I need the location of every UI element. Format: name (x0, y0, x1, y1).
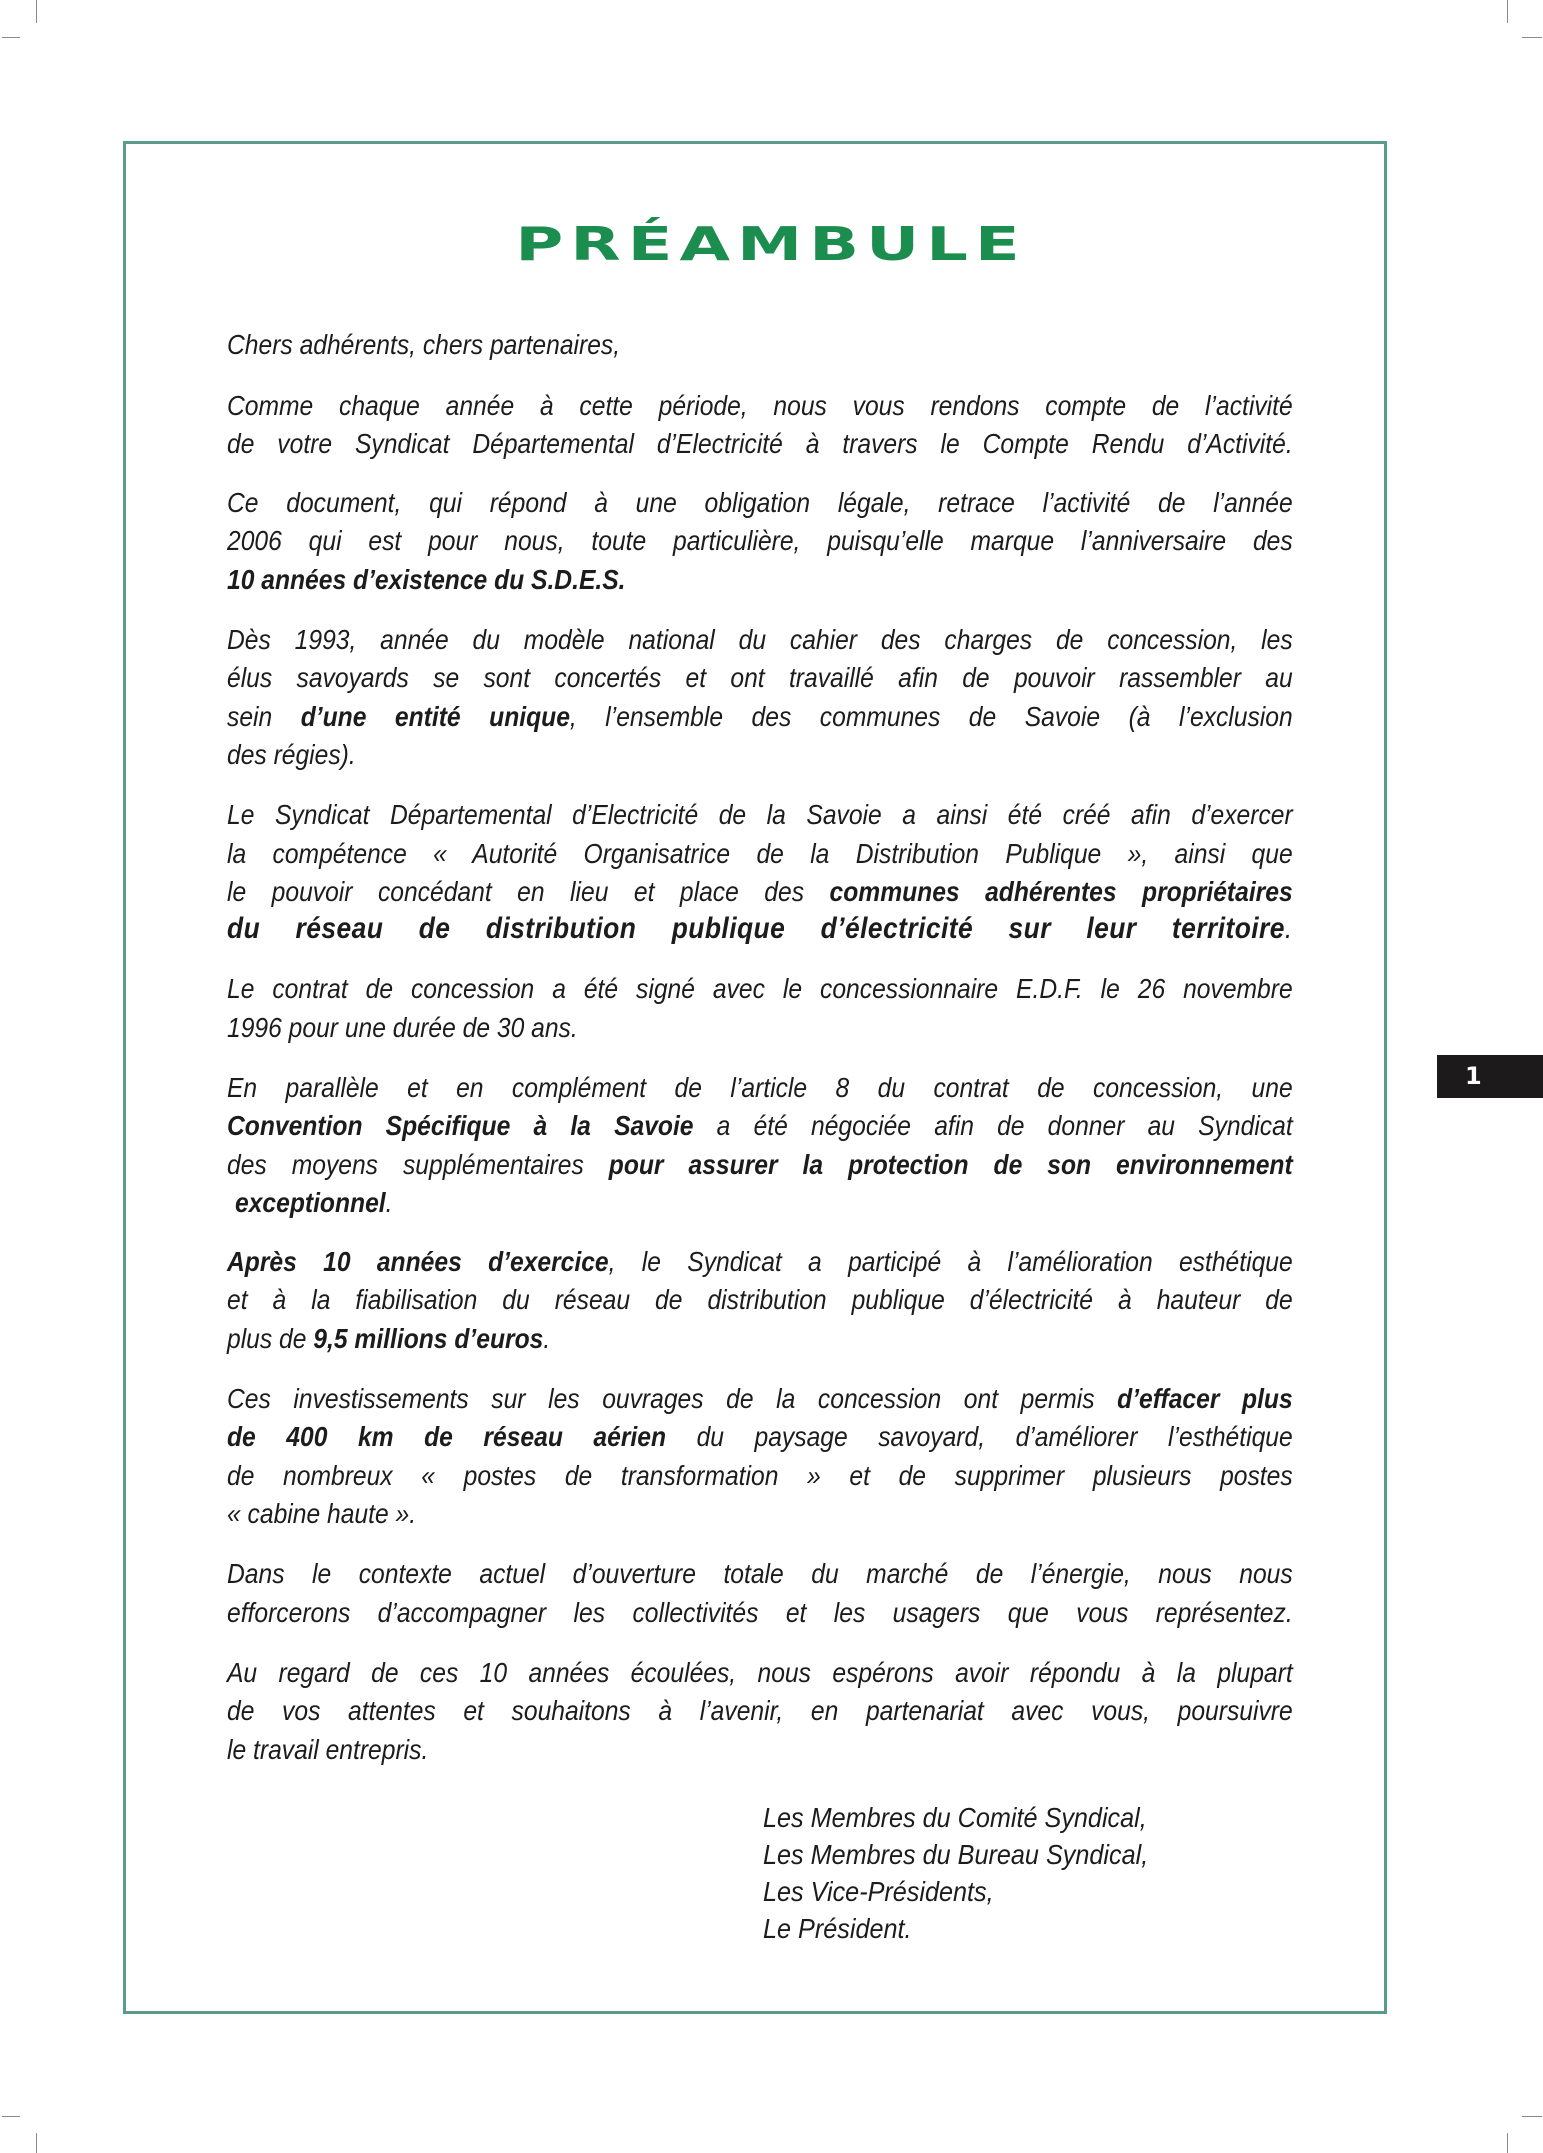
paragraph-10-line: le travail entrepris. (227, 1734, 429, 1765)
paragraph-5-line: 1996 pour une durée de 30 ans. (227, 1012, 578, 1043)
paragraph-7-line (227, 1244, 1293, 1280)
text-run: sein (227, 701, 301, 732)
emphasis-run: exceptionnel (235, 1187, 386, 1218)
emphasis-run: du réseau de distribution publique d’électricité sur leur territoire (227, 912, 1285, 945)
text-run: plus de (227, 1323, 314, 1354)
text-run: du paysage savoyard, d’améliorer l’esthétique (666, 1421, 1293, 1452)
signature-line: Les Vice-Présidents, (763, 1876, 994, 1907)
crop-mark (2, 37, 20, 38)
paragraph-9-line: efforcerons d’accompagner les collectivités et les usagers que vous représentez. (227, 1597, 1293, 1628)
paragraph-3-line: élus savoyards se sont concertés et ont travaillé afin de pouvoir rassembler au (227, 662, 1293, 693)
paragraph-3-line (227, 699, 1293, 735)
emphasis-run: d’une entité unique (300, 701, 570, 732)
paragraph-1-line: Comme chaque année à cette période, nous vous rendons compte de l’activité (227, 390, 1293, 421)
emphasis-run: 9,5 millions d’euros (313, 1323, 544, 1354)
emphasis-run: de 400 km de réseau aérien (227, 1421, 667, 1452)
paragraph-4-line (227, 874, 1293, 910)
crop-mark (1522, 37, 1542, 38)
text-run: , le Syndicat a participé à l’amélioration esthétique (608, 1246, 1293, 1277)
paragraph-6-line (235, 1185, 1301, 1221)
greeting: Chers adhérents, chers partenaires, (227, 329, 621, 360)
paragraph-1-line: de votre Syndicat Départemental d’Electricité à travers le Compte Rendu d’Activité. (227, 428, 1293, 459)
text-run: . (543, 1323, 551, 1354)
emphasis-run: Convention Spécifique à la Savoie (227, 1110, 694, 1141)
text-run: a été négociée afin de donner au Syndicat (693, 1110, 1293, 1141)
paragraph-8-line (227, 1381, 1293, 1417)
paragraph-6-line (227, 1147, 1293, 1183)
crop-mark (36, 2133, 37, 2153)
page-number: 1 (1465, 1062, 1482, 1090)
emphasis-run: communes adhérentes propriétaires (829, 876, 1293, 907)
crop-mark (1522, 2116, 1542, 2117)
crop-mark (1507, 2133, 1508, 2153)
paragraph-10-line: de vos attentes et souhaitons à l’avenir, en partenariat avec vous, poursuivre (227, 1695, 1293, 1726)
crop-mark (1507, 0, 1508, 23)
text-run: des moyens supplémentaires (227, 1149, 609, 1180)
paragraph-9-line: Dans le contexte actuel d’ouverture totale du marché de l’énergie, nous nous (227, 1558, 1293, 1589)
text-run: . (1284, 912, 1293, 945)
signature-line: Le Président. (763, 1913, 912, 1944)
emphasis-run: pour assurer la protection de son environnement (608, 1149, 1293, 1180)
paragraph-8-line: de nombreux « postes de transformation » et de supprimer plusieurs postes (227, 1460, 1293, 1491)
paragraph-10-line: Au regard de ces 10 années écoulées, nous espérons avoir répondu à la plupart (227, 1657, 1293, 1688)
paragraph-6-line: En parallèle et en complément de l’article 8 du contrat de concession, une (227, 1072, 1293, 1103)
paragraph-6-line (227, 1108, 1293, 1144)
paragraph-2-line: 2006 qui est pour nous, toute particulière, puisqu’elle marque l’anniversaire des (227, 525, 1293, 556)
crop-mark (2, 2116, 20, 2117)
paragraph-4-line-bold (227, 911, 1293, 947)
page-number-tab (1437, 1055, 1543, 1098)
paragraph-8-line: « cabine haute ». (227, 1498, 417, 1529)
paragraph-3-line: Dès 1993, année du modèle national du cahier des charges de concession, les (227, 624, 1293, 655)
paragraph-8-line (227, 1419, 1293, 1455)
text-run: . (385, 1187, 393, 1218)
emphasis-run: d’effacer plus (1117, 1383, 1293, 1414)
signature-line: Les Membres du Comité Syndical, (763, 1802, 1147, 1833)
page-title: PRÉAMBULE (515, 217, 1028, 271)
signature-line: Les Membres du Bureau Syndical, (763, 1839, 1149, 1870)
paragraph-7-line: et à la fiabilisation du réseau de distribution publique d’électricité à hauteur de (227, 1284, 1293, 1315)
crop-mark (36, 0, 37, 23)
paragraph-4-line: Le Syndicat Départemental d’Electricité de la Savoie a ainsi été créé afin d’exercer (227, 799, 1293, 830)
title-container (0, 214, 1543, 274)
paragraph-2-line-bold: 10 années d’existence du S.D.E.S. (227, 564, 626, 595)
text-run: le pouvoir concédant en lieu et place des (227, 876, 830, 907)
paragraph-7-line (227, 1321, 1293, 1357)
paragraph-5-line: Le contrat de concession a été signé avec le concessionnaire E.D.F. le 26 novembre (227, 973, 1293, 1004)
text-run: , l’ensemble des communes de Savoie (à l’exclusion (569, 701, 1293, 732)
paragraph-3-line: des régies). (227, 739, 356, 770)
paragraph-2-line: Ce document, qui répond à une obligation légale, retrace l’activité de l’année (227, 487, 1293, 518)
emphasis-run: Après 10 années d’exercice (227, 1246, 609, 1277)
paragraph-4-line: la compétence « Autorité Organisatrice de la Distribution Publique », ainsi que (227, 838, 1293, 869)
text-run: Ces investissements sur les ouvrages de la concession ont permis (227, 1383, 1118, 1414)
